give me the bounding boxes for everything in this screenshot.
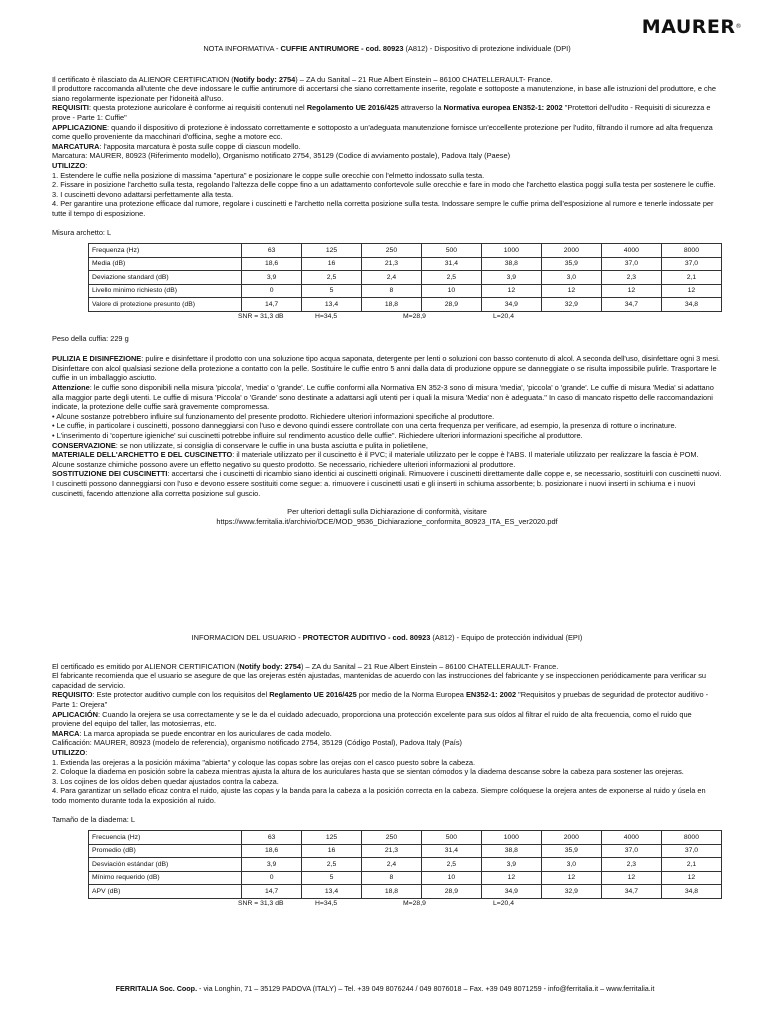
it-app-text: : quando il dispositivo di protezione è indossato correttamente e sottoposto a un'adeguata manutenzione fornisce un'eccellente protezione per l'udito, filtrando il rumore ad alta frequenza come quello proveniente da macchinari d'officina, seghe a motore ecc. (52, 122, 713, 142)
table-cell: 3,9 (242, 271, 302, 285)
row-label: Media (dB) (89, 257, 242, 271)
es-use-colon: : (85, 747, 88, 757)
table-cell: 0 (242, 284, 302, 298)
it-snr-row (88, 312, 770, 322)
table-cell: 3,9 (481, 271, 541, 285)
it-cons-text: : se non utilizzate, si consiglia di conservare le cuffie in una busta asciutta e pulita in polietilene, (115, 440, 428, 450)
es-req-standard: EN352-1: 2002 (465, 690, 517, 700)
it-req-regulation: Regolamento UE 2016/425 (306, 103, 399, 113)
table-row (89, 284, 722, 298)
table-cell: 31,4 (421, 257, 481, 271)
table-cell: 14,7 (242, 885, 302, 899)
table-row (89, 298, 722, 312)
table-cell: 34,8 (661, 885, 721, 899)
it-storage (52, 441, 722, 451)
it-marking-line: Marcatura: MAURER, 80923 (Riferimento modello), Organismo notificato 2754, 35129 (Codice di avviamento postale), Padova Italy (Paese) (52, 151, 511, 161)
it-h-value: H=34,5 (315, 313, 338, 321)
table-cell: 125 (302, 831, 362, 845)
es-requirements (52, 690, 722, 709)
it-mat-text: : il materiale utilizzato per il cuscinetto è il PVC; il materiale utilizzato per le coppe è l'ABS. Il materiale utilizzato per realizzare la fascia è POM. Alcune sostanze chimiche possono avere un effetto negativo su questo prodotto. Se necessario, richiedere ulteriori informazioni al produttore. (52, 450, 699, 469)
table-cell: 32,9 (541, 298, 601, 312)
es-intro: El fabricante recomienda que el usuario se asegure de que las orejeras estén ajustadas, mantenidas de acuerdo con las instrucciones del fabricante y se inspeccionen periódicamente para verificar su capacidad de servicio. (52, 671, 707, 690)
table-cell: 63 (242, 831, 302, 845)
table-cell: 12 (541, 871, 601, 885)
table-cell: 14,7 (242, 298, 302, 312)
table-cell: 38,8 (481, 257, 541, 271)
it-marking (52, 142, 722, 152)
table-cell: 12 (601, 284, 661, 298)
table-cell: 37,0 (601, 844, 661, 858)
table-cell: 8 (361, 871, 421, 885)
es-cert-body: Notify body: 2754 (239, 661, 302, 671)
it-req-post: "Protettori dell'udito - Requisiti di sicurezza e prove - Parte 1: Cuffie" (52, 103, 711, 122)
it-mark-text: : l'apposita marcatura è posta sulle coppe di ciascun modello. (99, 141, 301, 151)
table-cell: 13,4 (302, 298, 362, 312)
row-label: Livello minimo richiesto (dB) (89, 284, 242, 298)
table-cell: 2,3 (601, 271, 661, 285)
it-title (52, 44, 722, 54)
it-cert-prefix: Il certificato è rilasciato da ALIENOR CERTIFICATION ( (52, 74, 234, 84)
table-cell: 21,3 (361, 844, 421, 858)
es-cert-address: ) – ZA du Sanital – 21 Rue Albert Einstein – 86100 CHATELLERAULT- France. (301, 661, 559, 671)
table-cell: 13,4 (302, 885, 362, 899)
table-row (89, 871, 722, 885)
table-cell: 35,9 (541, 844, 601, 858)
table-row (89, 244, 722, 258)
es-use-heading (52, 748, 722, 758)
table-cell: 12 (661, 871, 721, 885)
table-cell: 2000 (541, 244, 601, 258)
table-row (89, 844, 722, 858)
table-cell: 4000 (601, 831, 661, 845)
table-cell: 0 (242, 871, 302, 885)
table-cell: 18,6 (242, 257, 302, 271)
table-cell: 37,0 (661, 257, 721, 271)
es-snr: SNR = 31,3 dB (238, 900, 284, 908)
it-bullet: • L'inserimento di 'coperture igieniche' sui cuscinetti potrebbe influire sul rendimento acustico delle cuffie". Richiedere ulteriori informazioni specifiche al produttore. (52, 431, 583, 440)
table-cell: 34,7 (601, 298, 661, 312)
es-app-text: : Cuando la orejera se usa correctamente y se le da el cuidado adecuado, proporciona una protección excelente para sus oídos al filtrar el ruido de alta frecuencia, como el ruido que proviene del equipo del taller, las motosierras, etc. (52, 709, 692, 729)
es-m-value: M=28,9 (403, 900, 426, 908)
it-clean-label: PULIZIA E DISINFEZIONE (52, 354, 142, 364)
es-req-post: "Requisitos y pruebas de seguridad de protector auditivo - Parte 1: Orejera" (52, 690, 709, 709)
it-application (52, 123, 722, 142)
it-use-item: 1. Estendere le cuffie nella posizione di massima "apertura" e posizionare le coppe sulle orecchie con l'elmetto indossato sulla testa. (52, 170, 485, 180)
table-cell: 3,0 (541, 858, 601, 872)
it-req-mid: attraverso la (398, 103, 444, 113)
table-cell: 32,9 (541, 885, 601, 899)
it-att-text: : le cuffie sono disponibili nella misura 'piccola', 'media' o 'grande'. Le cuffie conformi alla Normativa EN 352-3 sono di misura 'media', 'piccola' o 'grande'. Le cuffie di misura 'Media' si adattano alla maggior parte degli utenti. Le cuffie di misura 'Piccola' o 'Grande' sono destinate a adattarsi agli utenti per i quali la misura 'Media' non è adeguata." In caso di mancato rispetto delle raccomandazioni indicate, la protezione delle cuffie sarà gravemente compromessa. (52, 383, 714, 412)
es-title-prefix: INFORMACION DEL USUARIO - (191, 633, 303, 642)
it-cons-label: CONSERVAZIONE (52, 440, 116, 450)
es-use-item: 4. Para garantizar un sellado eficaz contra el ruido, ajuste las copas y la banda para la cabeza a la posición correcta en la cabeza. Siempre colóquese la orejera antes de exponerse al ruido y úsela en todo momento durante toda la exposición al ruido. (52, 786, 706, 805)
table-cell: 8000 (661, 831, 721, 845)
table-cell: 2,5 (421, 271, 481, 285)
es-req-regulation: Reglamento UE 2016/425 (269, 690, 357, 700)
table-cell: 2,1 (661, 858, 721, 872)
it-use-item: 4. Per garantire una protezione efficace dal rumore, regolare i cuscinetti e l'archetto nella corretta posizione sulla testa. Indossare sempre le cuffie prima dell'esposizione al rumore e tenerle indossate per tutte il tempo di esposizione. (52, 199, 714, 218)
es-mark-label: MARCA (52, 728, 80, 738)
table-cell: 34,9 (481, 298, 541, 312)
row-label: Mínimo requerido (dB) (89, 871, 242, 885)
es-title (52, 633, 722, 643)
spanish-section (52, 633, 722, 909)
es-app-label: APLICACIÓN (52, 709, 98, 719)
table-cell: 12 (481, 871, 541, 885)
table-cell: 2,4 (361, 858, 421, 872)
it-snr: SNR = 31,3 dB (238, 313, 284, 321)
es-cert-prefix: El certificado es emitido por ALIENOR CERTIFICATION ( (52, 661, 240, 671)
table-cell: 2,5 (302, 271, 362, 285)
table-row (89, 858, 722, 872)
row-label: Valore di protezione presunto (dB) (89, 298, 242, 312)
it-title-prefix: NOTA INFORMATIVA - (203, 44, 281, 53)
table-cell: 12 (541, 284, 601, 298)
it-cert-address: ) – ZA du Sanital – 21 Rue Albert Einstein – 86100 CHATELLERAULT- France. (295, 74, 553, 84)
it-cleaning (52, 354, 722, 383)
table-cell: 8000 (661, 244, 721, 258)
row-label: Frequenza (Hz) (89, 244, 242, 258)
footer (0, 984, 770, 994)
table-cell: 38,8 (481, 844, 541, 858)
it-l-value: L=20,4 (493, 313, 514, 321)
it-cert-body: Notify body: 2754 (233, 74, 296, 84)
table-cell: 10 (421, 284, 481, 298)
it-app-label: APPLICAZIONE (52, 122, 108, 132)
it-sost-label: SOSTITUZIONE DEI CUSCINETTI (52, 469, 168, 479)
it-req-standard: Normativa europea EN352-1: 2002 (443, 103, 563, 113)
it-weight: Peso della cuffia: 229 g (52, 333, 129, 343)
footer-company: FERRITALIA Soc. Coop. (115, 984, 198, 993)
it-sost-text: : accertarsi che i cuscinetti di ricambio siano identici ai cuscinetti originali. Rimuovere i cuscinetti direttamente dalle coppe e, se necessario, sostituirli con cuscinetti nuovi. I cuscinetti possono danneggiarsi con l'uso e devono essere sostituiti come segue: a. rimuovere i cuscinetti usati e gli inserti in schiuma assorbente; b. posizionare i nuovi inserti in schiuma e i nuovi cuscinetti, facendo attenzione alla corretta posizione sul guscio. (52, 469, 722, 498)
table-cell: 34,8 (661, 298, 721, 312)
table-cell: 28,9 (421, 298, 481, 312)
it-title-product: CUFFIE ANTIRUMORE - cod. 80923 (280, 44, 404, 53)
table-cell: 2,4 (361, 271, 421, 285)
es-marking-line: Calificación: MAURER, 80923 (modelo de referencia), organismo notificado 2754, 35129 (Código Postal), Padova Italy (País) (52, 738, 462, 748)
table-cell: 18,6 (242, 844, 302, 858)
table-cell: 12 (481, 284, 541, 298)
table-cell: 12 (661, 284, 721, 298)
table-cell: 250 (361, 831, 421, 845)
it-req-label: REQUISITI (52, 103, 89, 113)
table-cell: 500 (421, 831, 481, 845)
row-label: Promedio (dB) (89, 844, 242, 858)
es-snr-row (88, 899, 770, 909)
table-cell: 2,3 (601, 858, 661, 872)
row-label: Desviación estándar (dB) (89, 858, 242, 872)
it-mark-label: MARCATURA (52, 141, 100, 151)
brand-name: MAURER (641, 16, 736, 38)
it-bullet: • Alcune sostanze potrebbero influire sul funzionamento del presente prodotto. Richiedere ulteriori informazioni specifiche al produttore. (52, 411, 495, 421)
it-size-line: Misura archetto: L (52, 227, 112, 237)
it-use-item: 3. I cuscinetti devono adattarsi perfettamente alla testa. (52, 189, 234, 199)
table-cell: 500 (421, 244, 481, 258)
es-use-item: 3. Los cojines de los oídos deben quedar ajustados contra la cabeza. (52, 776, 279, 786)
es-cert (52, 662, 722, 672)
table-cell: 16 (302, 844, 362, 858)
es-req-mid: por medio de la Norma Europea (356, 690, 466, 700)
es-application (52, 710, 722, 729)
es-use-item: 1. Extienda las orejeras a la posición máxima "abierta" y coloque las copas sobre las orejas con el casco puesto sobre la cabeza. (52, 757, 476, 767)
table-cell: 28,9 (421, 885, 481, 899)
row-label: APV (dB) (89, 885, 242, 899)
table-row (89, 271, 722, 285)
table-cell: 18,8 (361, 885, 421, 899)
table-cell: 2,5 (421, 858, 481, 872)
table-cell: 2,1 (661, 271, 721, 285)
it-clean-text: : pulire e disinfettare il prodotto con una soluzione tipo acqua saponata, detergente per lenti o soluzioni con basso contenuto di alcol. A seconda dell'uso, disinfettare ogni 3 mesi. Disinfettare con alcol qualsiasi sezione della protezione a contatto con la pelle. Sostituire le cuffie entro 5 anni dalla data di produzione oppure se danneggiate o se risulta impossibile pulirle. Trasportare le cuffie in un imballaggio asciutto. (52, 354, 720, 383)
brand-logo (642, 17, 742, 37)
es-req-pre: : Este protector auditivo cumple con los requisitos del (92, 690, 270, 700)
it-bullet: • Le cuffie, in particolare i cuscinetti, possono danneggiarsi con l'uso e devono quindi essere controllate con una certa frequenza per verificare, ad esempio, la presenza di rotture o incrinature. (52, 421, 677, 431)
it-declaration-link[interactable]: https://www.ferritalia.it/archivio/DCE/MOD_9536_Dichiarazione_conformita_80923_ITA_ES_ver2020.pdf (216, 516, 558, 526)
it-cert (52, 75, 722, 85)
table-cell: 21,3 (361, 257, 421, 271)
table-cell: 35,9 (541, 257, 601, 271)
it-attenuation-table (88, 243, 722, 312)
table-cell: 37,0 (601, 257, 661, 271)
es-title-product: PROTECTOR AUDITIVO - cod. 80923 (302, 633, 431, 642)
table-row (89, 885, 722, 899)
row-label: Deviazione standard (dB) (89, 271, 242, 285)
es-attenuation-table (88, 830, 722, 899)
italian-section (52, 44, 722, 526)
table-cell: 12 (601, 871, 661, 885)
table-cell: 125 (302, 244, 362, 258)
it-mat-label: MATERIALE DELL'ARCHETTO E DEL CUSCINETTO (52, 450, 233, 460)
table-cell: 2000 (541, 831, 601, 845)
it-requirements (52, 103, 722, 122)
table-row (89, 257, 722, 271)
footer-contact: - via Longhin, 71 – 35129 PADOVA (ITALY) – Tel. +39 049 8076244 / 049 8076018 – Fax. +39 049 8071259 - info@ferritalia.it – www.ferritalia.it (197, 984, 655, 993)
table-cell: 250 (361, 244, 421, 258)
table-cell: 3,9 (481, 858, 541, 872)
es-title-suffix: (A812) - Equipo de protección individual (EPI) (430, 633, 583, 642)
table-cell: 10 (421, 871, 481, 885)
it-replacement (52, 469, 722, 498)
it-use-colon: : (85, 160, 88, 170)
table-row (89, 831, 722, 845)
it-att-label: Attenzione (52, 383, 90, 393)
it-intro: Il produttore raccomanda all'utente che deve indossare le cuffie antirumore di accertarsi che siano correttamente inserite, regolate e sottoposte a manutenzione, in base alle istruzioni del produttore, e che siano regolarmente ispezionate per l'idoneità all'uso. (52, 84, 716, 103)
table-cell: 4000 (601, 244, 661, 258)
it-attention (52, 383, 722, 412)
table-cell: 2,5 (302, 858, 362, 872)
es-use-label: UTILIZZO (52, 747, 86, 757)
it-req-pre: : questa protezione auricolare è conforme ai requisiti contenuti nel (88, 103, 307, 113)
es-h-value: H=34,5 (315, 900, 338, 908)
es-mark-text: : La marca apropiada se puede encontrar en los auriculares de cada modelo. (79, 728, 332, 738)
es-l-value: L=20,4 (493, 900, 514, 908)
table-cell: 5 (302, 871, 362, 885)
es-req-label: REQUISITO (52, 690, 93, 700)
table-cell: 5 (302, 284, 362, 298)
table-cell: 34,7 (601, 885, 661, 899)
table-cell: 3,0 (541, 271, 601, 285)
table-cell: 31,4 (421, 844, 481, 858)
it-use-label: UTILIZZO (52, 160, 86, 170)
table-cell: 63 (242, 244, 302, 258)
table-cell: 3,9 (242, 858, 302, 872)
it-title-suffix: (A812) - Dispositivo di protezione individuale (DPI) (403, 44, 571, 53)
it-materials (52, 450, 722, 469)
it-m-value: M=28,9 (403, 313, 426, 321)
table-cell: 1000 (481, 831, 541, 845)
table-cell: 8 (361, 284, 421, 298)
table-cell: 37,0 (661, 844, 721, 858)
brand-reg-mark: ® (735, 23, 742, 30)
es-use-item: 2. Coloque la diadema en posición sobre la cabeza mientras ajusta la altura de los auriculares hasta que se sientan cómodos y la diadema descanse sobre la cabeza para sostener las orejeras. (52, 767, 684, 777)
es-marking (52, 729, 722, 739)
table-cell: 18,8 (361, 298, 421, 312)
it-use-item: 2. Fissare in posizione l'archetto sulla testa, regolando l'altezza delle coppe fino a un adattamento confortevole sulle orecchie e fare in modo che l'archetto elastica poggi sulla testa per sostenere le cuffie. (52, 180, 716, 190)
table-cell: 1000 (481, 244, 541, 258)
it-further-info: Per ulteriori dettagli sulla Dichiarazione di conformità, visitare (287, 507, 487, 517)
row-label: Frecuencia (Hz) (89, 831, 242, 845)
es-size-line: Tamaño de la diadema: L (52, 814, 135, 824)
table-cell: 16 (302, 257, 362, 271)
table-cell: 34,9 (481, 885, 541, 899)
it-use-heading (52, 161, 722, 171)
